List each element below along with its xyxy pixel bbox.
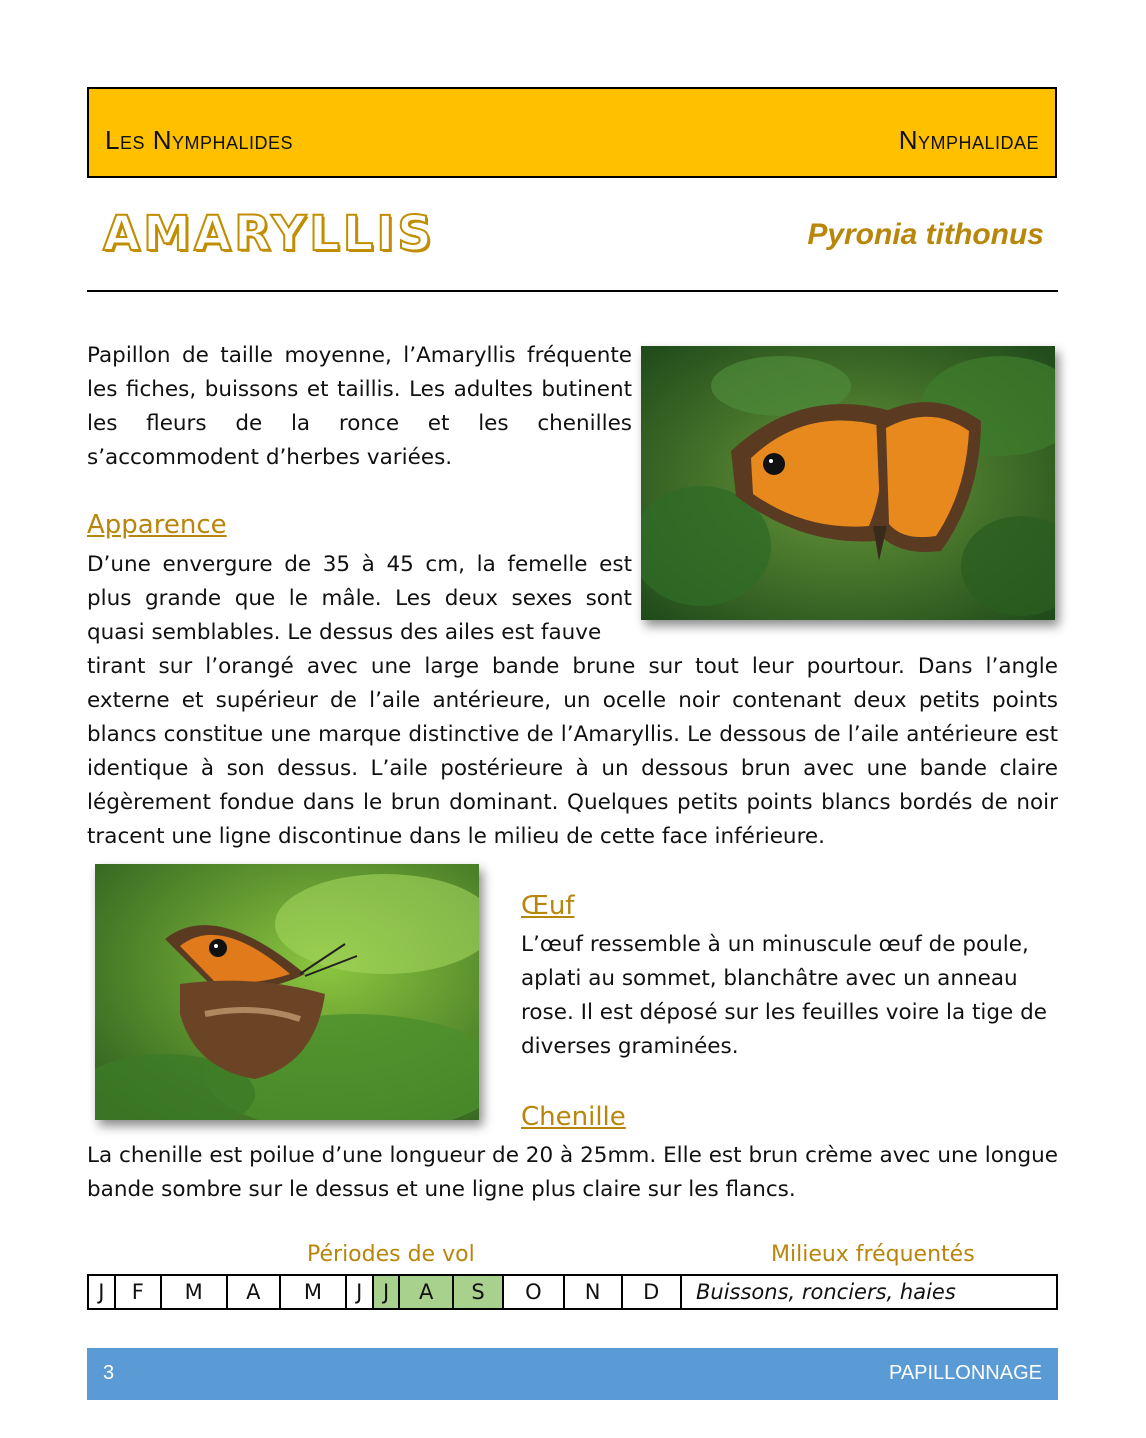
- heading-apparence: Apparence: [87, 510, 227, 540]
- month-cell: J: [88, 1275, 115, 1309]
- heading-oeuf: Œuf: [521, 891, 575, 921]
- butterfly-photo-upperside: [641, 346, 1055, 620]
- footer-title: PAPILLONNAGE: [888, 1362, 1042, 1384]
- apparence-paragraph-continued: tirant sur l’orangé avec une large bande brune sur tout leur pourtour. Dans l’angle externe et supérieur de l’aile antérieure, un ocelle noir contenant deux petits points blancs constitue une marque distinctive de l’Amaryllis. Le dessous de l’aile antérieure est identique à son dessus. L’aile postérieure à un dessous brun avec une bande claire légèrement fondue dans le brun dominant. Quelques petits points blancs bordés de noir tracent une ligne discontinue dans le milieu de cette face inférieure.: [87, 654, 1058, 849]
- butterfly-photo-underside: [95, 864, 479, 1120]
- oeuf-paragraph: L’œuf ressemble à un minuscule œuf de poule, aplati au sommet, blanchâtre avec un anneau rose. Il est déposé sur les feuilles voire la tige de diverses graminées.: [521, 932, 1047, 1059]
- family-name-french: Les Nymphalides: [105, 125, 294, 155]
- month-cell: J: [346, 1275, 373, 1309]
- month-cell: A: [227, 1275, 281, 1309]
- month-cell: F: [115, 1275, 161, 1309]
- month-cell: M: [280, 1275, 346, 1309]
- month-cell: D: [622, 1275, 682, 1309]
- title-divider: [87, 290, 1058, 292]
- month-cell: J: [373, 1275, 400, 1309]
- apparence-paragraph-start: D’une envergure de 35 à 45 cm, la femelle est plus grande que le mâle. Les deux sexes sont quasi semblables. Le dessus des ailes est fauve: [87, 552, 632, 645]
- month-cell: O: [503, 1275, 564, 1309]
- intro-paragraph: Papillon de taille moyenne, l’Amaryllis fréquente les fiches, buissons et taillis. Les adultes butinent les fleurs de la ronce et les chenilles s’accommodent d’herbes variées.: [87, 343, 632, 470]
- page-number: 3: [103, 1362, 115, 1384]
- months-row: [88, 1275, 1057, 1309]
- flight-period-label: Périodes de vol: [307, 1242, 475, 1267]
- month-cell: M: [161, 1275, 227, 1309]
- species-common-name: AMARYLLIS: [103, 206, 435, 262]
- chenille-paragraph: La chenille est poilue d’une longueur de 20 à 25mm. Elle est brun crème avec une longue bande sombre sur le dessus et une ligne plus claire sur les flancs.: [87, 1143, 1058, 1202]
- species-scientific-name: Pyronia tithonus: [807, 218, 1044, 251]
- heading-chenille: Chenille: [521, 1102, 626, 1132]
- habitat-label: Milieux fréquentés: [771, 1242, 975, 1267]
- month-cell: S: [453, 1275, 503, 1309]
- month-cell: A: [399, 1275, 453, 1309]
- habitat-cell: Buissons, ronciers, haies: [681, 1275, 1057, 1309]
- month-cell: N: [564, 1275, 622, 1309]
- footer-bar: [87, 1348, 1058, 1400]
- family-name-latin: Nymphalidae: [898, 125, 1039, 155]
- flight-period-table: [87, 1274, 1058, 1310]
- header-banner: [87, 87, 1057, 178]
